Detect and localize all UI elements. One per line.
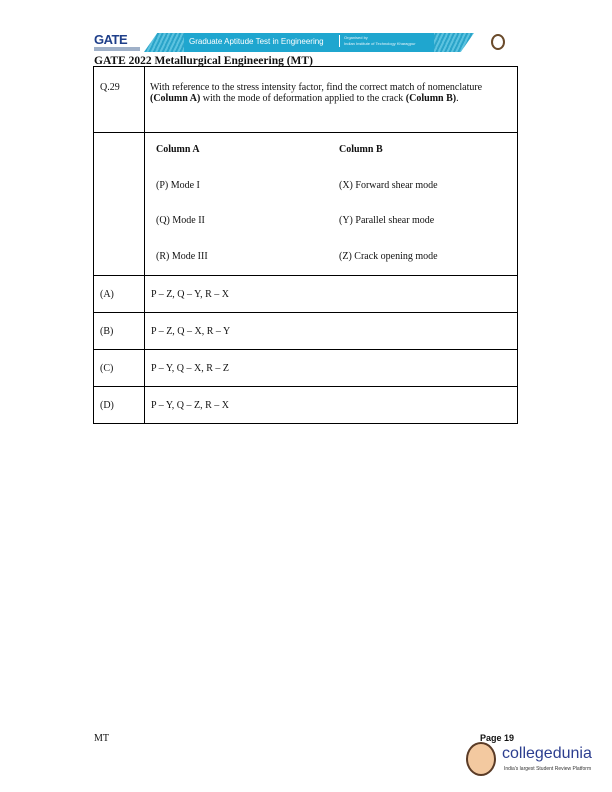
organized-by: Organised by <box>344 35 368 40</box>
option-row-d[interactable] <box>94 387 518 424</box>
option-row-a[interactable] <box>94 276 518 313</box>
column-b-item: (Y) Parallel shear mode <box>339 215 435 226</box>
option-label: (B) <box>94 313 145 350</box>
column-b-item: (X) Forward shear mode <box>339 180 438 191</box>
option-text: P – Y, Q – Z, R – X <box>145 387 518 424</box>
footer-subject: MT <box>94 733 109 744</box>
organizer <box>339 35 416 47</box>
gate-logo: GATE <box>94 32 128 47</box>
column-a-item: (Q) Mode II <box>156 215 205 226</box>
columns-row <box>94 133 518 276</box>
option-row-c[interactable] <box>94 350 518 387</box>
option-label: (D) <box>94 387 145 424</box>
question-text <box>145 67 518 133</box>
option-text: P – Z, Q – Y, R – X <box>145 276 518 313</box>
column-b-item: (Z) Crack opening mode <box>339 251 438 262</box>
q-text-3: . <box>456 93 459 104</box>
banner-title: Graduate Aptitude Test in Engineering <box>189 37 324 46</box>
column-b-header: Column B <box>339 144 383 155</box>
question-table <box>93 66 518 424</box>
question-row <box>94 67 518 133</box>
option-label: (C) <box>94 350 145 387</box>
column-a-item: (P) Mode I <box>156 180 200 191</box>
gate-logo-underline <box>94 47 140 51</box>
doc-title: GATE 2022 Metallurgical Engineering (MT) <box>94 55 313 67</box>
q-col-b: (Column B) <box>405 93 457 104</box>
organizer-name: Indian Institute of Technology Kharagpur <box>344 41 416 46</box>
option-row-b[interactable] <box>94 313 518 350</box>
brand-tagline: India's largest Student Review Platform <box>504 766 592 772</box>
mascot-icon <box>466 742 496 776</box>
gate-banner <box>94 30 514 54</box>
column-a-header: Column A <box>156 144 200 155</box>
empty-cell <box>94 133 145 276</box>
column-a-item: (R) Mode III <box>156 251 208 262</box>
question-number: Q.29 <box>94 67 145 133</box>
collegedunia-watermark <box>466 742 612 782</box>
option-label: (A) <box>94 276 145 313</box>
option-text: P – Y, Q – X, R – Z <box>145 350 518 387</box>
q-text-2: with the mode of deformation applied to the crack <box>200 93 406 104</box>
q-col-a: (Column A) <box>150 93 201 104</box>
page-number: Page 19 <box>480 733 515 743</box>
brand-name: collegedunia <box>502 745 592 762</box>
match-columns <box>145 133 518 276</box>
option-text: P – Z, Q – X, R – Y <box>145 313 518 350</box>
q-text-1: With reference to the stress intensity factor, find the correct match of nomenclature <box>150 82 483 93</box>
iit-emblem-icon <box>491 34 505 50</box>
